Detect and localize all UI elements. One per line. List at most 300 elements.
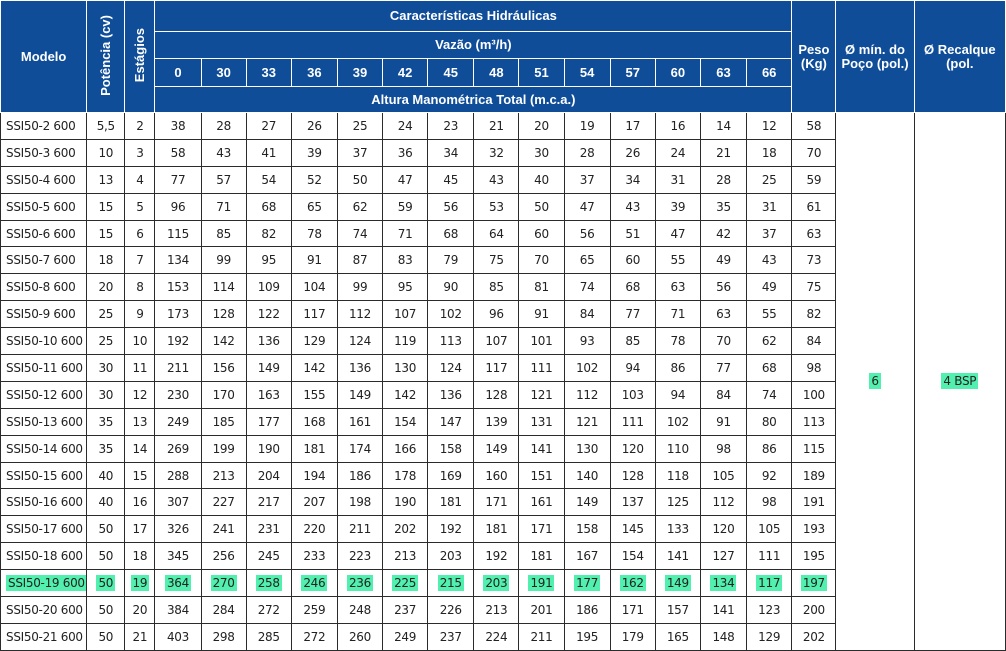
cell-text: 39	[670, 199, 686, 214]
cell-text: 71	[397, 226, 413, 241]
cell-text: 107	[394, 307, 417, 322]
cell-text: 199	[212, 441, 235, 456]
model-cell	[1, 328, 87, 355]
header-altura: Altura Manométrica Total (m.c.a.)	[155, 87, 792, 113]
model-cell	[1, 516, 87, 543]
value-cell	[655, 435, 700, 462]
cell-text: 12	[761, 118, 777, 133]
value-cell	[610, 462, 655, 489]
cell-text: 129	[758, 629, 781, 644]
cell-text: 87	[352, 253, 368, 268]
cell-text: 136	[257, 334, 280, 349]
value-cell	[201, 355, 246, 382]
model-cell	[1, 139, 87, 166]
value-cell	[125, 435, 155, 462]
value-cell	[610, 220, 655, 247]
value-cell	[291, 623, 337, 650]
cell-text: 35	[716, 199, 731, 214]
value-cell	[474, 274, 519, 301]
cell-text: 30	[98, 387, 114, 402]
value-cell	[201, 597, 246, 624]
cell-text: 17	[625, 118, 641, 133]
cell-text: 110	[666, 441, 689, 456]
header-modelo: Modelo	[1, 1, 87, 113]
value-cell	[655, 516, 700, 543]
value-cell	[125, 623, 155, 650]
cell-text: 136	[348, 360, 371, 375]
cell-text: 91	[534, 307, 549, 322]
cell-text: 37	[352, 145, 368, 160]
value-cell	[564, 597, 610, 624]
value-cell	[291, 435, 337, 462]
value-cell	[610, 435, 655, 462]
cell-text: 86	[761, 441, 777, 456]
cell-text: 288	[166, 468, 189, 483]
cell-text: 25	[98, 307, 114, 322]
value-cell	[655, 597, 700, 624]
cell-text: 128	[485, 387, 508, 402]
cell-text: 26	[307, 118, 322, 133]
cell-text: 211	[348, 522, 371, 537]
value-cell	[610, 355, 655, 382]
model-cell	[1, 355, 87, 382]
value-cell	[87, 355, 125, 382]
value-cell	[201, 489, 246, 516]
value-cell	[700, 247, 746, 274]
cell-text: 56	[579, 226, 595, 241]
cell-text: 24	[397, 118, 413, 133]
cell-text: SSI50-5 600	[6, 199, 76, 214]
cell-text: 165	[666, 629, 689, 644]
value-cell	[519, 193, 564, 220]
cell-text: 192	[439, 522, 462, 537]
cell-text: 326	[166, 522, 189, 537]
value-cell	[155, 301, 201, 328]
value-cell	[428, 355, 474, 382]
value-cell	[610, 301, 655, 328]
value-cell	[337, 408, 382, 435]
cell-text: 50	[352, 172, 368, 187]
cell-text: 190	[257, 441, 280, 456]
value-cell	[564, 193, 610, 220]
cell-text: 70	[806, 145, 822, 160]
value-cell	[155, 543, 201, 570]
value-cell	[519, 113, 564, 140]
cell-text: 260	[348, 629, 371, 644]
value-cell	[474, 220, 519, 247]
value-cell	[291, 247, 337, 274]
cell-text: 82	[806, 307, 822, 322]
value-cell	[474, 355, 519, 382]
cell-text: 85	[625, 334, 641, 349]
value-cell	[747, 301, 792, 328]
cell-text: 223	[348, 549, 371, 564]
cell-text: 54	[261, 172, 277, 187]
value-cell	[87, 623, 125, 650]
value-cell	[564, 623, 610, 650]
cell-text: 31	[670, 172, 686, 187]
value-cell	[747, 381, 792, 408]
cell-text: 207	[303, 495, 326, 510]
value-cell	[246, 274, 291, 301]
value-cell	[291, 274, 337, 301]
cell-text: 57	[216, 172, 231, 187]
value-cell	[337, 489, 382, 516]
cell-text: 142	[394, 387, 417, 402]
value-cell	[125, 516, 155, 543]
value-cell	[337, 570, 382, 597]
cell-text: 177	[576, 576, 599, 591]
value-cell	[383, 543, 428, 570]
cell-text: 32	[489, 145, 504, 160]
value-cell	[564, 166, 610, 193]
model-cell	[1, 113, 87, 140]
cell-text: 149	[257, 360, 280, 375]
cell-text: 112	[712, 495, 735, 510]
cell-text: 19	[132, 576, 148, 591]
value-cell	[747, 516, 792, 543]
value-cell	[201, 301, 246, 328]
cell-text: 149	[576, 495, 599, 510]
cell-text: 7	[136, 253, 144, 268]
cell-text: 63	[806, 226, 822, 241]
value-cell	[155, 435, 201, 462]
value-cell	[87, 462, 125, 489]
value-cell	[291, 489, 337, 516]
cell-text: 168	[303, 414, 326, 429]
value-cell	[747, 408, 792, 435]
cell-text: 230	[166, 387, 189, 402]
cell-text: 78	[670, 334, 686, 349]
value-cell	[428, 274, 474, 301]
cell-text: 233	[303, 549, 326, 564]
value-cell	[519, 462, 564, 489]
value-cell	[474, 543, 519, 570]
header-vazao: Vazão (m³/h)	[155, 32, 792, 59]
cell-text: 11	[132, 360, 148, 375]
cell-text: 148	[712, 629, 735, 644]
flow-header-cell: 57	[610, 59, 655, 87]
value-cell	[337, 166, 382, 193]
cell-text: 173	[166, 307, 189, 322]
header-poco: Ø mín. do Poço (pol.)	[836, 1, 914, 113]
value-cell	[747, 597, 792, 624]
cell-text: 249	[166, 414, 189, 429]
cell-text: 56	[443, 199, 459, 214]
value-cell	[125, 274, 155, 301]
value-cell	[474, 597, 519, 624]
value-cell	[700, 113, 746, 140]
cell-text: 80	[761, 414, 777, 429]
cell-text: 186	[576, 602, 599, 617]
cell-text: 40	[98, 468, 114, 483]
cell-text: 68	[443, 226, 459, 241]
cell-text: SSI50-17 600	[6, 522, 83, 537]
value-cell	[87, 597, 125, 624]
cell-text: 139	[485, 414, 508, 429]
value-cell	[747, 220, 792, 247]
value-cell	[383, 193, 428, 220]
value-cell	[125, 220, 155, 247]
value-cell	[792, 301, 836, 328]
flow-header-cell: 63	[700, 59, 746, 87]
cell-text: 24	[670, 145, 686, 160]
cell-text: 111	[621, 414, 644, 429]
cell-text: 213	[212, 468, 235, 483]
value-cell	[747, 435, 792, 462]
value-cell	[383, 139, 428, 166]
value-cell	[428, 516, 474, 543]
value-cell	[428, 328, 474, 355]
cell-text: 84	[806, 334, 822, 349]
cell-text: 364	[166, 576, 189, 591]
value-cell	[564, 381, 610, 408]
value-cell	[246, 301, 291, 328]
value-cell	[87, 113, 125, 140]
cell-text: 58	[170, 145, 186, 160]
cell-text: 49	[761, 280, 777, 295]
value-cell	[201, 570, 246, 597]
cell-text: 74	[352, 226, 368, 241]
value-cell	[246, 247, 291, 274]
value-cell	[291, 516, 337, 543]
value-cell	[155, 597, 201, 624]
cell-text: 43	[489, 172, 504, 187]
value-cell	[201, 274, 246, 301]
cell-text: 115	[166, 226, 189, 241]
cell-text: 15	[132, 468, 148, 483]
cell-text: 9	[136, 307, 144, 322]
model-cell	[1, 193, 87, 220]
cell-text: 20	[132, 602, 148, 617]
value-cell	[87, 328, 125, 355]
cell-text: 85	[489, 280, 504, 295]
cell-text: 211	[530, 629, 553, 644]
cell-text: 93	[579, 334, 595, 349]
cell-text: 170	[212, 387, 235, 402]
cell-text: 215	[439, 576, 462, 591]
value-cell	[246, 597, 291, 624]
value-cell	[337, 247, 382, 274]
value-cell	[155, 462, 201, 489]
cell-text: 19	[579, 118, 595, 133]
value-cell	[155, 408, 201, 435]
cell-text: 25	[352, 118, 368, 133]
value-cell	[747, 113, 792, 140]
cell-text: 158	[576, 522, 599, 537]
cell-text: 63	[716, 307, 731, 322]
cell-text: 133	[666, 522, 689, 537]
value-cell	[519, 301, 564, 328]
cell-text: 226	[439, 602, 462, 617]
value-cell	[125, 355, 155, 382]
cell-text: 285	[257, 629, 280, 644]
cell-text: SSI50-12 600	[6, 387, 83, 402]
table-header	[1, 1, 1006, 113]
cell-text: 174	[348, 441, 371, 456]
cell-text: 272	[303, 629, 326, 644]
value-cell	[747, 623, 792, 650]
cell-text: 157	[666, 602, 689, 617]
model-cell	[1, 489, 87, 516]
flow-header-cell: 33	[246, 59, 291, 87]
value-cell	[792, 113, 836, 140]
cell-text: 25	[761, 172, 777, 187]
value-cell	[201, 247, 246, 274]
value-cell	[201, 623, 246, 650]
value-cell	[610, 139, 655, 166]
cell-text: 169	[439, 468, 462, 483]
value-cell	[337, 381, 382, 408]
cell-text: 102	[439, 307, 462, 322]
value-cell	[155, 516, 201, 543]
cell-text: 142	[212, 334, 235, 349]
cell-text: 26	[625, 145, 641, 160]
cell-text: 113	[439, 334, 462, 349]
cell-text: 63	[670, 280, 686, 295]
value-cell	[610, 247, 655, 274]
value-cell	[792, 220, 836, 247]
value-cell	[87, 274, 125, 301]
cell-text: 134	[166, 253, 189, 268]
cell-text: 258	[257, 576, 280, 591]
value-cell	[428, 193, 474, 220]
value-cell	[792, 139, 836, 166]
value-cell	[337, 355, 382, 382]
value-cell	[383, 301, 428, 328]
value-cell	[125, 328, 155, 355]
value-cell	[747, 274, 792, 301]
value-cell	[428, 139, 474, 166]
model-cell	[1, 408, 87, 435]
value-cell	[428, 489, 474, 516]
value-cell	[747, 166, 792, 193]
cell-text: 307	[166, 495, 189, 510]
cell-text: 186	[348, 468, 371, 483]
cell-text: 92	[761, 468, 777, 483]
value-cell	[383, 623, 428, 650]
value-cell	[125, 462, 155, 489]
value-cell	[87, 193, 125, 220]
value-cell	[610, 597, 655, 624]
cell-text: 74	[579, 280, 595, 295]
cell-text: SSI50-18 600	[6, 549, 83, 564]
value-cell	[428, 220, 474, 247]
value-cell	[655, 139, 700, 166]
cell-text: 141	[712, 602, 735, 617]
value-cell	[474, 516, 519, 543]
cell-text: 99	[352, 280, 368, 295]
cell-text: 86	[670, 360, 686, 375]
cell-text: 162	[621, 576, 644, 591]
value-cell	[792, 408, 836, 435]
cell-text: 107	[485, 334, 508, 349]
cell-text: 61	[806, 199, 822, 214]
value-cell	[383, 597, 428, 624]
value-cell	[655, 328, 700, 355]
value-cell	[125, 381, 155, 408]
cell-text: 245	[257, 549, 280, 564]
value-cell	[564, 113, 610, 140]
value-cell	[125, 139, 155, 166]
cell-text: 52	[307, 172, 322, 187]
cell-text: 10	[98, 145, 114, 160]
value-cell	[655, 193, 700, 220]
cell-text: 128	[621, 468, 644, 483]
flow-header-cell: 48	[474, 59, 519, 87]
cell-text: 195	[802, 549, 825, 564]
cell-text: 50	[98, 602, 114, 617]
cell-text: SSI50-21 600	[6, 629, 83, 644]
cell-text: 27	[261, 118, 277, 133]
model-cell	[1, 570, 87, 597]
value-cell	[291, 543, 337, 570]
cell-text: 149	[485, 441, 508, 456]
value-cell	[519, 435, 564, 462]
flow-header-cell: 66	[747, 59, 792, 87]
table-body	[1, 113, 1006, 651]
value-cell	[792, 435, 836, 462]
value-cell	[155, 355, 201, 382]
value-cell	[792, 489, 836, 516]
cell-text: 40	[98, 495, 114, 510]
value-cell	[87, 139, 125, 166]
value-cell	[291, 355, 337, 382]
value-cell	[201, 193, 246, 220]
value-cell	[87, 301, 125, 328]
model-cell	[1, 274, 87, 301]
cell-text: 37	[761, 226, 777, 241]
cell-text: 60	[625, 253, 641, 268]
value-cell	[246, 570, 291, 597]
value-cell	[125, 166, 155, 193]
cell-text: 119	[394, 334, 417, 349]
cell-text: 20	[534, 118, 549, 133]
cell-text: 120	[712, 522, 735, 537]
cell-text: 70	[716, 334, 731, 349]
value-cell	[655, 623, 700, 650]
cell-text: 45	[443, 172, 459, 187]
value-cell	[564, 247, 610, 274]
value-cell	[155, 274, 201, 301]
header-peso: Peso (Kg)	[792, 1, 836, 113]
cell-text: 28	[579, 145, 595, 160]
value-cell	[564, 543, 610, 570]
value-cell	[747, 328, 792, 355]
cell-text: 84	[716, 387, 731, 402]
cell-text: 50	[98, 522, 114, 537]
value-cell	[383, 408, 428, 435]
value-cell	[519, 543, 564, 570]
value-cell	[792, 623, 836, 650]
value-cell	[655, 543, 700, 570]
value-cell	[291, 328, 337, 355]
value-cell	[610, 408, 655, 435]
value-cell	[246, 516, 291, 543]
cell-text: SSI50-13 600	[6, 414, 83, 429]
cell-text: 225	[394, 576, 417, 591]
cell-text: 53	[489, 199, 504, 214]
cell-text: 81	[534, 280, 549, 295]
cell-text: 111	[530, 360, 553, 375]
cell-text: 37	[579, 172, 595, 187]
header-recalque: Ø Recalque (pol.	[914, 1, 1005, 113]
cell-text: 28	[716, 172, 731, 187]
value-cell	[201, 435, 246, 462]
cell-text: 141	[530, 441, 553, 456]
cell-text: SSI50-20 600	[6, 602, 83, 617]
cell-text: 59	[806, 172, 822, 187]
